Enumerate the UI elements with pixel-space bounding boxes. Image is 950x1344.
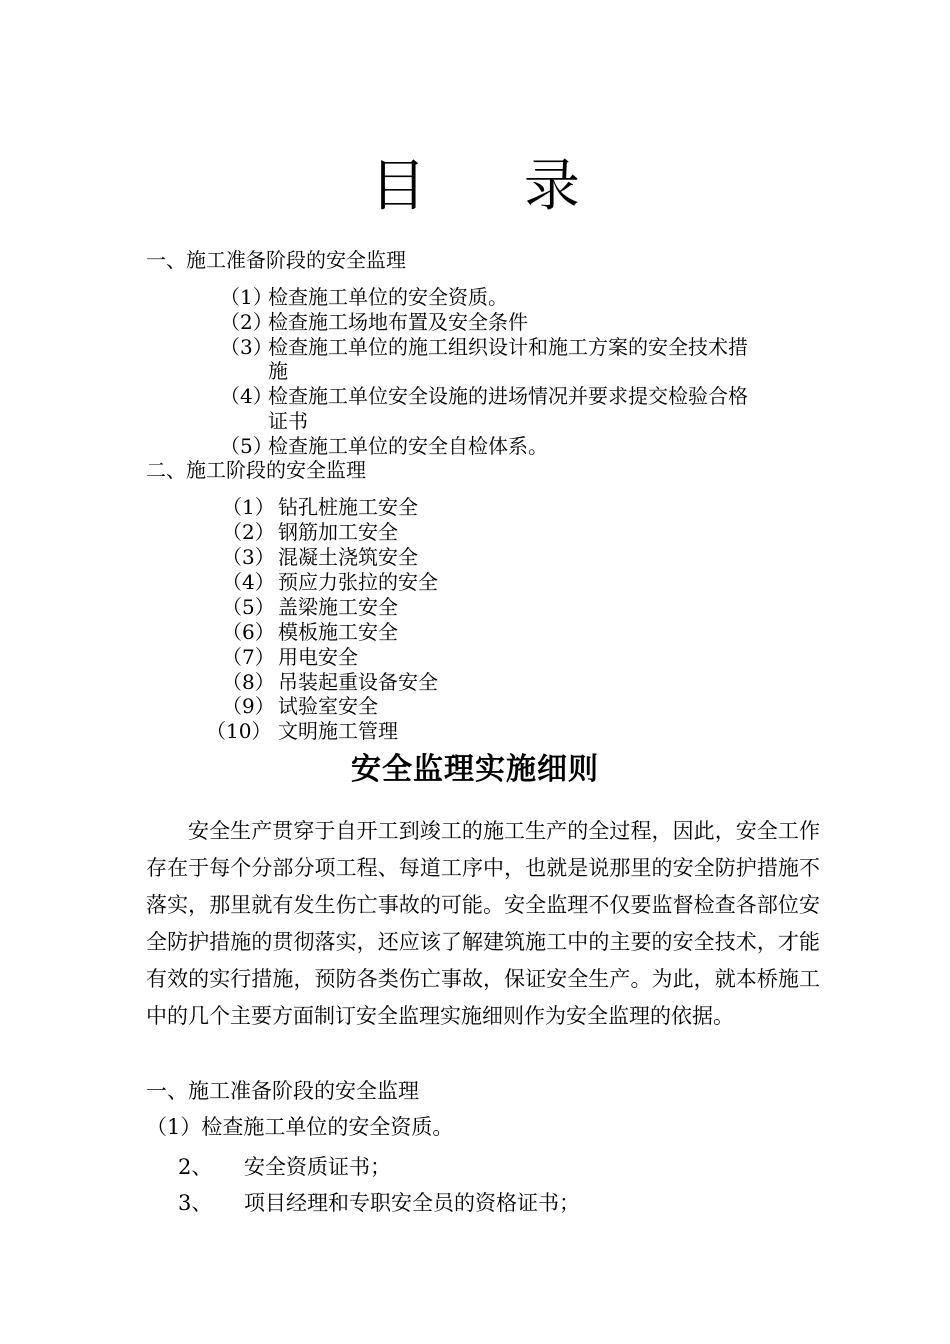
toc-item-number: （2）	[220, 310, 273, 334]
toc-item-number: （1）	[222, 495, 275, 519]
body-sub-label: （1）检查施工单位的安全资质。	[146, 1115, 454, 1139]
toc-item-text: 预应力张拉的安全	[278, 570, 438, 594]
toc-item-number: （3）	[220, 335, 273, 359]
toc-item	[220, 285, 508, 310]
toc-item-continuation: 施	[268, 359, 288, 383]
toc-item-text: 吊装起重设备安全	[278, 670, 438, 694]
toc-section-2: 二、施工阶段的安全监理	[146, 458, 366, 482]
toc-item-number: （5）	[220, 434, 273, 458]
toc-item	[222, 645, 358, 670]
toc-item-number: （4）	[220, 384, 273, 408]
toc-item-continuation: 证书	[268, 409, 308, 433]
toc-item-text: 盖梁施工安全	[278, 595, 398, 619]
toc-item-number: （9）	[222, 694, 275, 718]
toc-item-number: （3）	[222, 545, 275, 569]
toc-item-number: （2）	[222, 520, 275, 544]
body-list-item	[178, 1152, 391, 1182]
body-list-number: 2、	[178, 1155, 213, 1179]
body-list-number: 3、	[178, 1191, 213, 1215]
toc-item	[220, 434, 548, 459]
toc-item-number: （4）	[222, 570, 275, 594]
toc-title: 目 录	[370, 154, 620, 219]
body-list-item	[178, 1188, 580, 1218]
toc-item-text: 模板施工安全	[278, 620, 398, 644]
toc-item-number: （8）	[222, 670, 275, 694]
document-heading: 安全监理实施细则	[351, 752, 599, 787]
body-section-label: 一、施工准备阶段的安全监理	[146, 1079, 419, 1103]
toc-item-text: 检查施工单位的安全自检体系。	[268, 434, 548, 458]
toc-item	[222, 495, 418, 520]
toc-item-text: 试验室安全	[278, 694, 378, 718]
toc-item-text: 检查施工单位的安全资质。	[268, 285, 508, 309]
toc-item	[220, 384, 748, 409]
toc-item-number: （5）	[222, 595, 275, 619]
toc-item	[222, 694, 378, 719]
toc-item-number: （7）	[222, 645, 275, 669]
toc-item	[222, 570, 438, 595]
toc-item-text: 用电安全	[278, 645, 358, 669]
toc-item-number: （6）	[222, 620, 275, 644]
toc-item-text: 混凝土浇筑安全	[278, 545, 418, 569]
body-list-text: 安全资质证书；	[244, 1155, 391, 1179]
toc-item	[222, 595, 398, 620]
toc-section-1: 一、施工准备阶段的安全监理	[146, 248, 406, 272]
body-paragraph: 安全生产贯穿于自开工到竣工的施工生产的全过程，因此，安全工作存在于每个分部分项工程、每道工序中，也就是说那里的安全防护措施不落实，那里就有发生伤亡事故的可能。安全监理不仅要监督检查各部位安全防护措施的贯彻落实，还应该了解建筑施工中的主要的安全技术，才能有效的实行措施，预防各类伤亡事故，保证安全生产。为此，就本桥施工中的几个主要方面制订安全监理实施细则作为安全监理的依据。	[146, 819, 820, 1028]
toc-item	[222, 670, 438, 695]
toc-item	[220, 335, 748, 360]
toc-item	[222, 620, 398, 645]
toc-item-text: 检查施工场地布置及安全条件	[268, 310, 528, 334]
toc-item	[222, 520, 398, 545]
toc-item-number: （1）	[220, 285, 273, 309]
toc-item-number: （10）	[206, 719, 272, 743]
body-list-text: 项目经理和专职安全员的资格证书；	[244, 1191, 580, 1215]
toc-item-text: 钻孔桩施工安全	[278, 495, 418, 519]
toc-item-text: 检查施工单位安全设施的进场情况并要求提交检验合格	[268, 384, 748, 408]
toc-item-text: 钢筋加工安全	[278, 520, 398, 544]
toc-item-text: 检查施工单位的施工组织设计和施工方案的安全技术措	[268, 335, 748, 359]
toc-item	[222, 545, 418, 570]
toc-item	[220, 310, 528, 335]
toc-item	[206, 719, 398, 744]
toc-item-text: 文明施工管理	[278, 719, 398, 743]
